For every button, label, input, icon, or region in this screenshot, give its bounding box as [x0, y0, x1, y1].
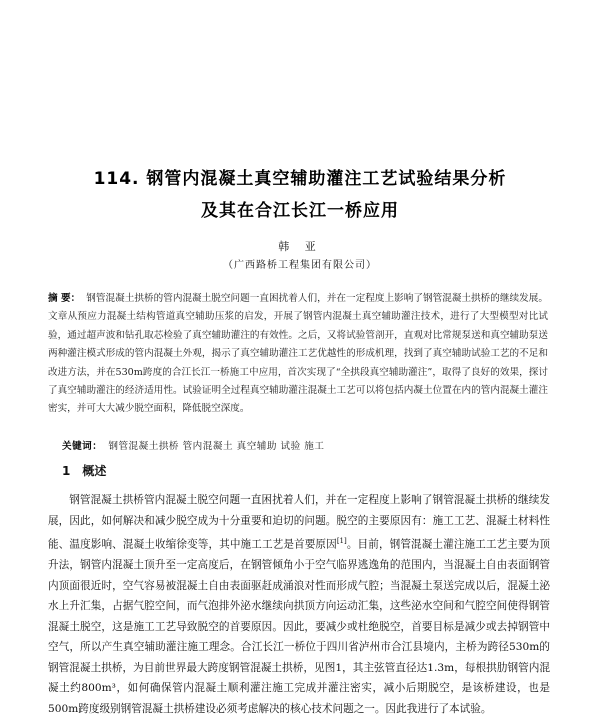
body-paragraph: [48, 490, 550, 719]
paper-title-line2: 及其在合江长江一桥应用: [201, 201, 399, 221]
body-text-a: 钢管混凝土拱桥管内混凝土脱空问题一直困扰着人们，并在一定程度上影响了钢管混凝土拱桥的继续发展，因此，如何解决和减少脱空成为十分重要和迫切的问题。脱空的主要原因有：施工工艺、混凝土材料性能、温度影响、混凝土收缩徐变等，其中施工工艺是首要原因: [48, 494, 550, 551]
abstract: [48, 290, 548, 419]
body-text-b: 。目前，钢管混凝土灌注施工工艺主要为顶升法，钢管内混凝土顶升至一定高度后，在钢管倾角小于空气临界逃逸角的范围内，当混凝土自由表面钢管内顶面很近时，空气容易被混凝土自由表面驱赶成涌浪对性而形成气腔；当混凝土泵送完成以后，混凝土泌水上升汇集，占据气腔空间，而气泡排外泌水继续向拱顶方向运动汇集，这些泌水空间和气腔空间使得钢管混凝土脱空，这是施工工艺导致脱空的首要原因。因此，要减少或杜绝脱空，首要目标是减少或去掉钢管中空气，所以产生真空辅助灌注施工理念。合江长江一桥位于四川省泸州市合江县境内，主桥为跨径530m的钢管混凝土拱桥，为目前世界最大跨度钢管混凝土拱桥，见图1，其主弦管直径达1.3m，每根拱肋钢管内混凝土约800m³，如何确保管内混凝土顺利灌注施工完成并灌注密实，减小后期脱空，是该桥建设，也是500m跨度级别钢管混凝土拱桥建设必须考虑解决的核心技术问题之一。因此我进行了本试验。: [48, 538, 550, 715]
section-heading: [62, 462, 362, 479]
section-title: 概述: [82, 464, 107, 478]
affiliation: （广西路桥工程集团有限公司）: [223, 260, 377, 271]
keywords-label: 关键词：: [62, 441, 103, 452]
abstract-label: 摘 要：: [48, 293, 81, 304]
abstract-text: 钢管混凝土拱桥的管内混凝土脱空问题一直困扰着人们，并在一定程度上影响了钢管混凝土拱桥的继续发展。文章从预应力混凝土结构管道真空辅助压浆的启发，开展了钢管内混凝土真空辅助灌注技术，进行了大型模型对比试验，通过超声波和钻孔取芯检验了真空辅助灌注的有效性。之后，又将试验管剖开，直观对比常规泵送和真空辅助泵送两种灌注模式形成的管内混凝土外观，揭示了真空辅助灌注工艺优越性的形成机理，找到了真空辅助试验工艺的不足和改进方法，并在530m跨度的合江长江一桥施工中应用，首次实现了“全拱段真空辅助灌注”，取得了良好的效果，探讨了真空辅助灌注的经济适用性。试验证明全过程真空辅助灌注混凝土工艺可以将包括内凝土位置在内的管内混凝土灌注密实，并可大大减少脱空面积，降低脱空深度。: [48, 293, 549, 415]
section-number: 1: [62, 464, 71, 478]
keywords: [62, 438, 552, 452]
paper-title-line1: 114. 钢管内混凝土真空辅助灌注工艺试验结果分析: [93, 169, 507, 189]
citation-ref: [1]: [336, 537, 347, 545]
keywords-text: 钢管混凝土拱桥 管内混凝土 真空辅助 试验 施工: [108, 441, 325, 452]
author: 韩 亚: [278, 240, 322, 253]
